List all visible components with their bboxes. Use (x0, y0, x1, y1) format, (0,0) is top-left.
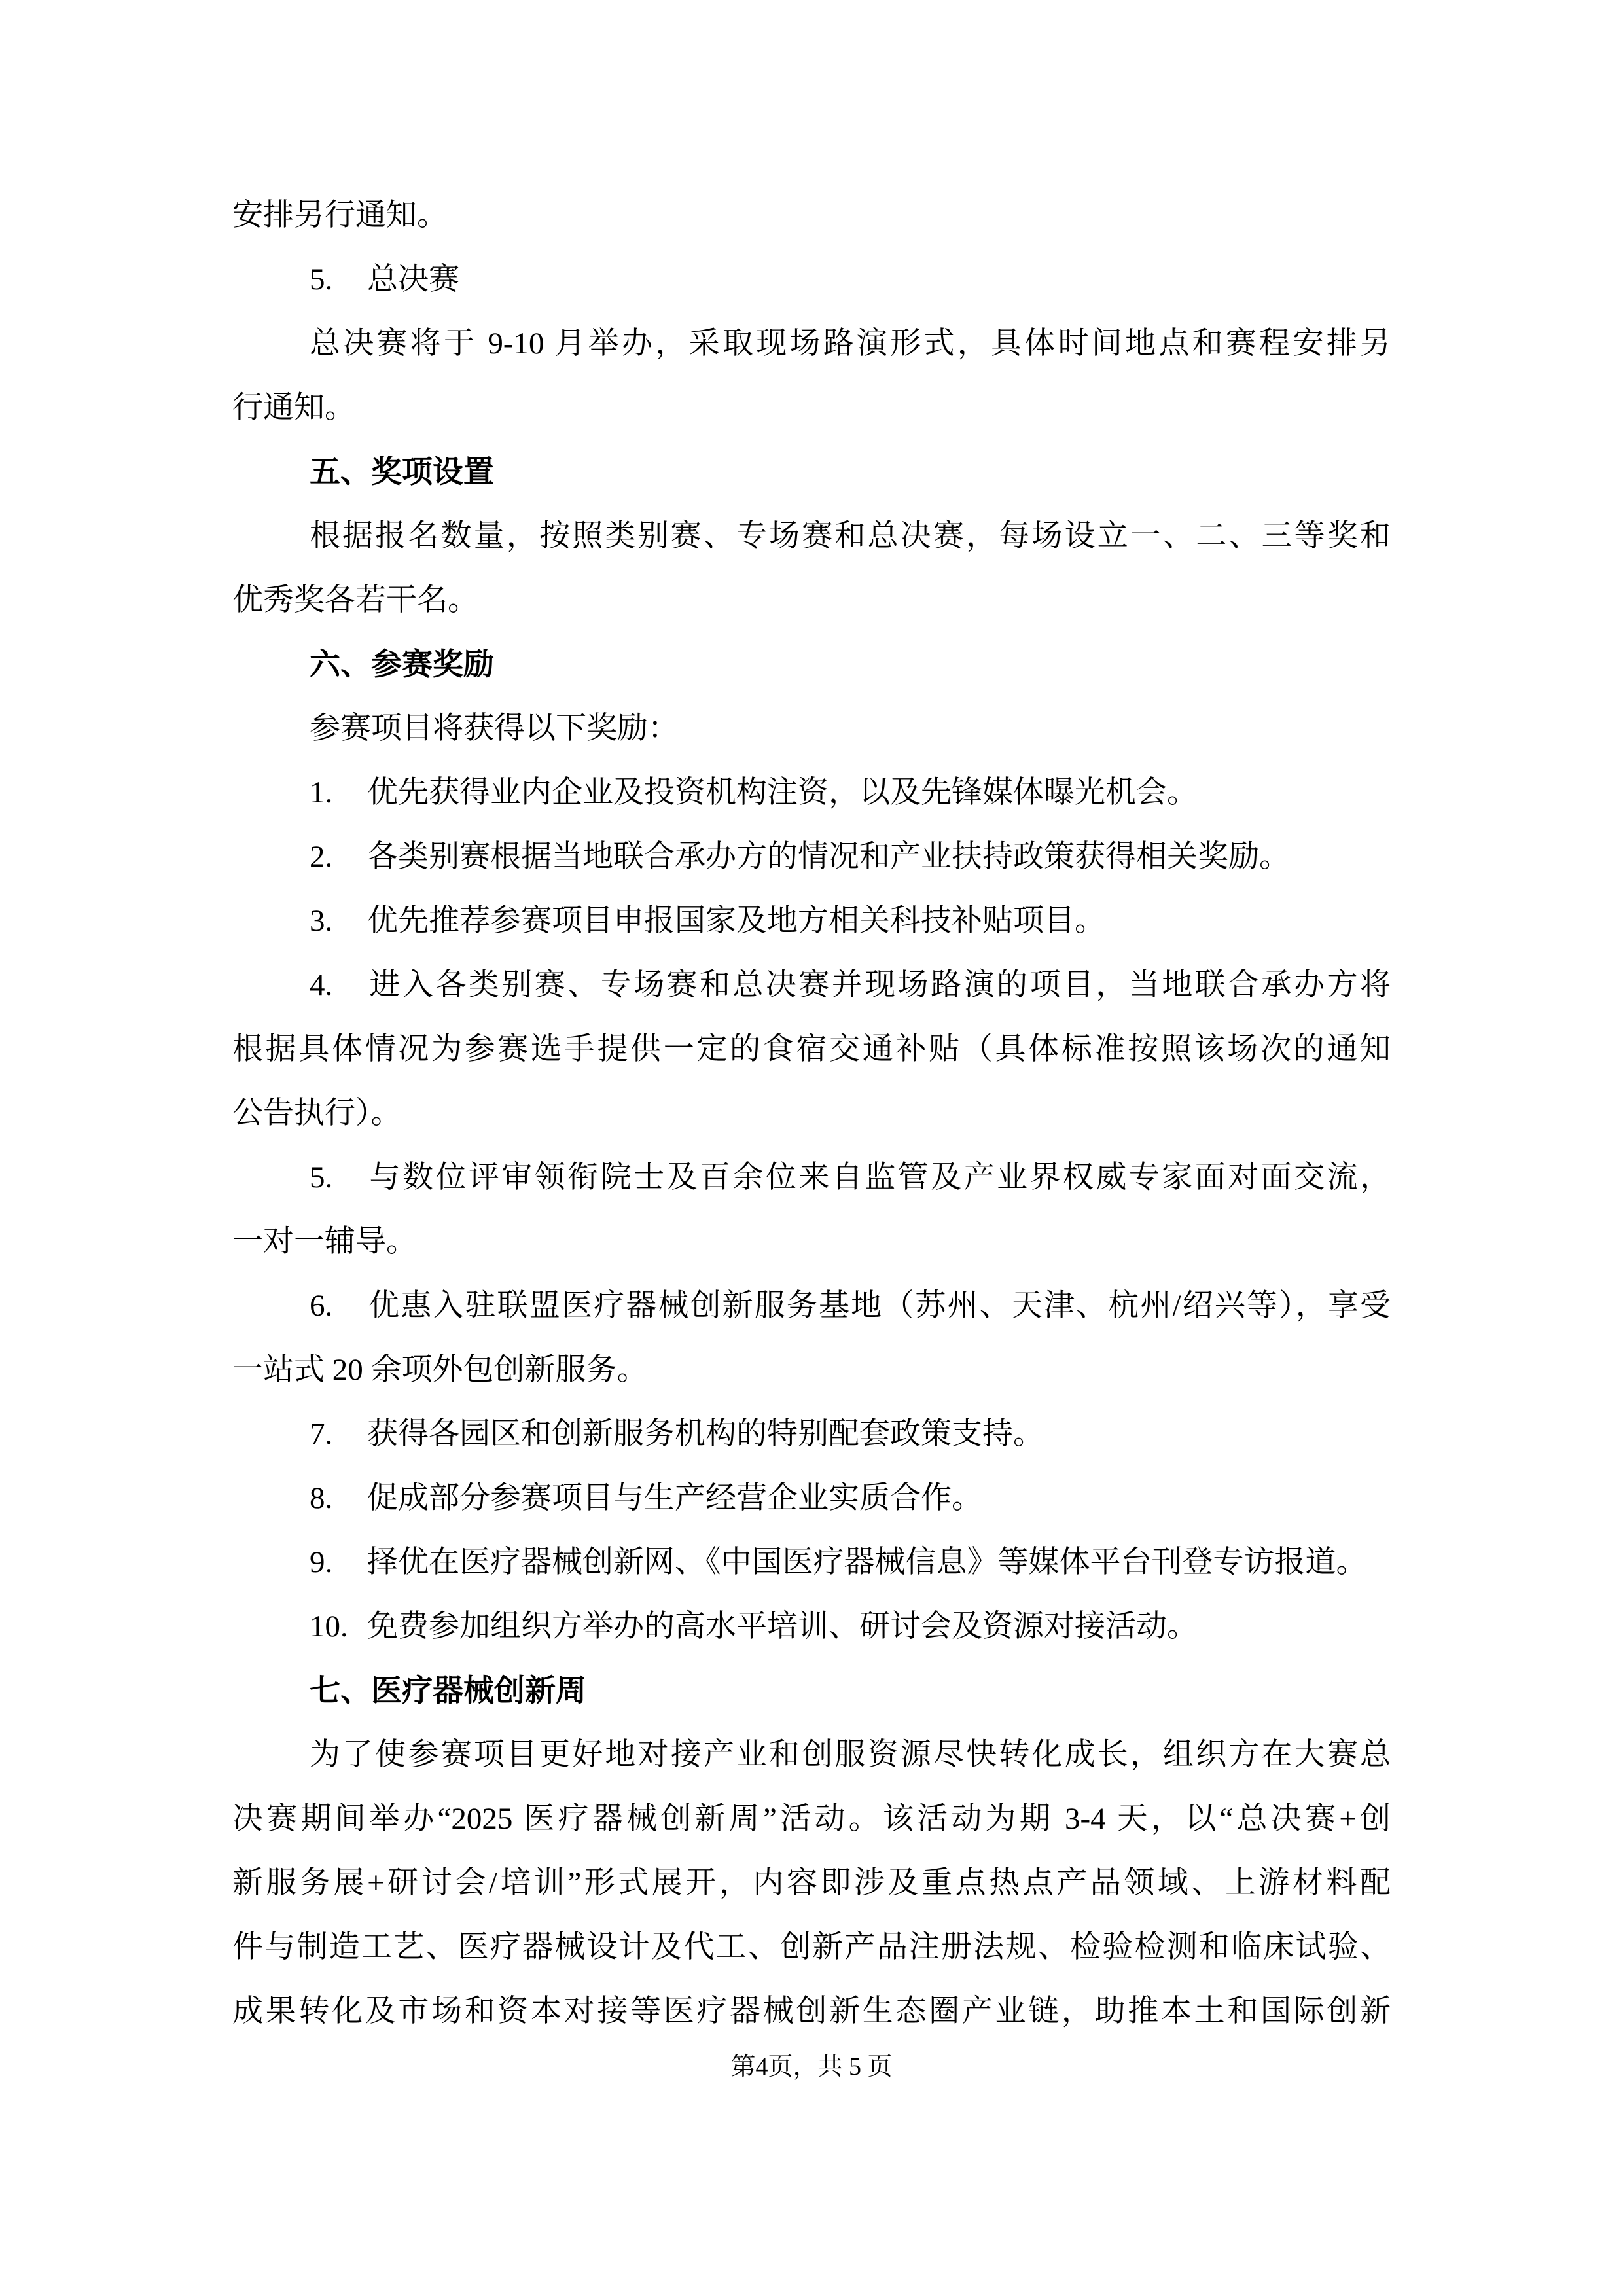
line-text: 参赛项目将获得以下奖励： (310, 711, 679, 745)
line-text: 五、奖项设置 (310, 454, 494, 489)
line-text: 进入各类别赛、专场赛和总决赛并现场路演的项目，当地联合承办方将 (367, 968, 1391, 1002)
line-text: 各类别赛根据当地联合承办方的情况和产业扶持政策获得相关奖励。 (367, 840, 1290, 874)
line-text: 择优在医疗器械创新网、《中国医疗器械信息》等媒体平台刊登专访报道。 (367, 1545, 1367, 1579)
paragraph-line (232, 183, 1391, 247)
line-text: 与数位评审领衔院士及百余位来自监管及产业界权威专家面对面交流， (367, 1160, 1391, 1194)
paragraph-line (232, 1723, 1391, 1787)
list-item (232, 1466, 1391, 1530)
paragraph-line (232, 1787, 1391, 1851)
line-text: 优惠入驻联盟医疗器械创新服务基地（苏州、天津、杭州/绍兴等），享受 (367, 1289, 1391, 1323)
list-item-number: 7. (310, 1417, 333, 1451)
paragraph-line (232, 504, 1391, 568)
section-heading (232, 1659, 1391, 1723)
list-item-number: 10. (310, 1609, 348, 1643)
line-text: 六、参赛奖励 (310, 647, 494, 681)
line-text: 根据具体情况为参赛选手提供一定的食宿交通补贴（具体标准按照该场次的通知 (232, 1032, 1391, 1066)
list-item-number: 5. (310, 1160, 333, 1194)
line-text: 为了使参赛项目更好地对接产业和创服资源尽快转化成长，组织方在大赛总 (310, 1738, 1391, 1772)
line-text: 一站式 20 余项外包创新服务。 (232, 1353, 648, 1387)
line-text: 决赛期间举办“2025 医疗器械创新周”活动。该活动为期 3-4 天，以“总决赛+创 (232, 1802, 1391, 1836)
list-item (232, 889, 1391, 953)
line-text: 根据报名数量，按照类别赛、专场赛和总决赛，每场设立一、二、三等奖和 (310, 519, 1391, 553)
paragraph-line (232, 696, 1391, 761)
list-item-number: 2. (310, 840, 333, 874)
paragraph-line (232, 1338, 1391, 1402)
line-text: 安排另行通知。 (232, 198, 448, 232)
list-item-number: 4. (310, 968, 333, 1002)
line-text: 总决赛将于 9-10 月举办，采取现场路演形式，具体时间地点和赛程安排另 (310, 327, 1391, 361)
line-text: 新服务展+研讨会/培训”形式展开，内容即涉及重点热点产品领域、上游材料配 (232, 1866, 1391, 1900)
paragraph-line (232, 1210, 1391, 1274)
line-text: 促成部分参赛项目与生产经营企业实质合作。 (367, 1481, 982, 1515)
paragraph-line (232, 376, 1391, 440)
list-item-number: 8. (310, 1481, 333, 1515)
page-footer: 第4页，共 5 页 (730, 2053, 893, 2081)
line-text: 一对一辅导。 (232, 1225, 417, 1259)
line-text: 获得各园区和创新服务机构的特别配套政策支持。 (367, 1417, 1044, 1451)
paragraph-line (232, 1017, 1391, 1081)
list-item (232, 825, 1391, 889)
line-text: 公告执行）。 (232, 1096, 402, 1130)
line-text: 优秀奖各若干名。 (232, 583, 478, 617)
line-text: 免费参加组织方举办的高水平培训、研讨会及资源对接活动。 (367, 1609, 1198, 1643)
section-heading (232, 440, 1391, 504)
paragraph-line (232, 312, 1391, 376)
list-item (232, 1530, 1391, 1594)
paragraph-line (232, 1851, 1391, 1915)
paragraph-line (232, 568, 1391, 632)
list-item (232, 247, 1391, 312)
list-item-number: 3. (310, 904, 333, 938)
line-text: 七、医疗器械创新周 (310, 1673, 586, 1708)
list-item-number: 1. (310, 776, 333, 810)
list-item (232, 1274, 1391, 1338)
list-item-number: 9. (310, 1545, 333, 1579)
list-item-number: 6. (310, 1289, 333, 1323)
document-body (232, 183, 1391, 2043)
line-text: 件与制造工艺、医疗器械设计及代工、创新产品注册法规、检验检测和临床试验、 (232, 1930, 1391, 1964)
line-text: 成果转化及市场和资本对接等医疗器械创新生态圈产业链，助推本土和国际创新 (232, 1994, 1391, 2028)
list-item (232, 1594, 1391, 1659)
list-item (232, 1145, 1391, 1210)
line-text: 行通知。 (232, 391, 355, 425)
section-heading (232, 632, 1391, 696)
line-text: 总决赛 (367, 262, 459, 296)
paragraph-line (232, 1915, 1391, 1979)
line-text: 优先推荐参赛项目申报国家及地方相关科技补贴项目。 (367, 904, 1105, 938)
list-item (232, 761, 1391, 825)
list-item (232, 953, 1391, 1017)
paragraph-line (232, 1081, 1391, 1145)
line-text: 优先获得业内企业及投资机构注资，以及先锋媒体曝光机会。 (367, 776, 1198, 810)
paragraph-line (232, 1979, 1391, 2043)
list-item-number: 5. (310, 262, 333, 296)
list-item (232, 1402, 1391, 1466)
